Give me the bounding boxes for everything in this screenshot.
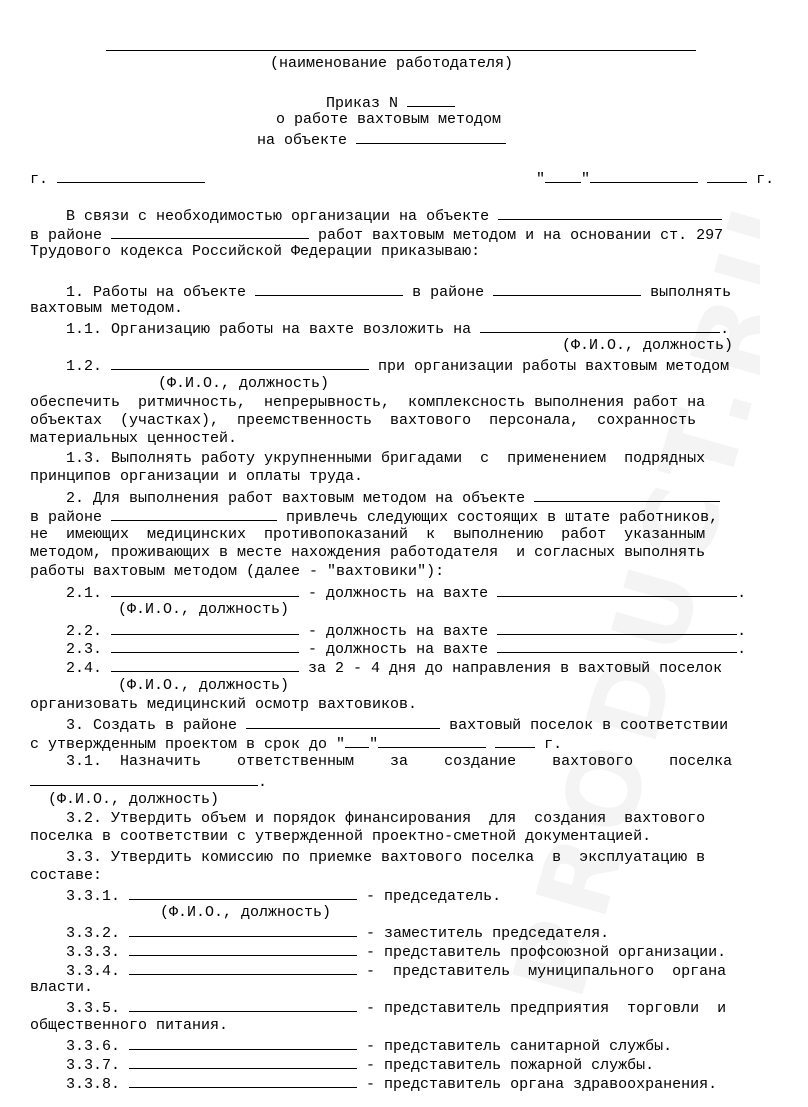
item-2-l2: в районе привлечь следующих состоящих в штате работников, [30, 509, 719, 526]
order-object: на объекте [257, 131, 506, 149]
preamble-line-3: Трудового кодекса Российской Федерации приказываю: [30, 243, 481, 260]
item-3: 3. Создать в районе вахтовый поселок в соответствии [30, 717, 729, 734]
item-1-2-l1: обеспечить ритмичность, непрерывность, комплексность выполнения работ на [30, 394, 706, 411]
item-1-2-l2: объектах (участках), преемственность вахтового персонала, сохранность [30, 412, 697, 429]
order-subject: о работе вахтовым методом [276, 111, 502, 128]
item-3-1: 3.1. Назначить ответственным за создание вахтового поселка [30, 753, 733, 770]
item-2-l4: методом, проживающих в месте нахождения работодателя и согласных выполнять [30, 544, 706, 561]
commission-member-5: 3.3.5. - представитель предприятия торговли и [30, 1000, 727, 1017]
item-1: 1. Работы на объекте в районе выполнять [30, 284, 732, 301]
item-3-1-cont: . [30, 773, 267, 791]
fio-caption: (Ф.И.О., должность) [158, 375, 330, 392]
commission-member-3: 3.3.3. - представитель профсоюзной организации. [30, 944, 727, 961]
item-2-l1: 2. Для выполнения работ вахтовым методом на объекте [30, 489, 720, 507]
item-1-3-l2: принципов организации и оплаты труда. [30, 468, 364, 485]
item-2-4: 2.4. за 2 - 4 дня до направления в вахтовый поселок [30, 660, 723, 677]
preamble-line-2: в районе работ вахтовым методом и на основании ст. 297 [30, 227, 724, 244]
item-2-1: 2.1. - должность на вахте . [30, 585, 747, 602]
fio-caption: (Ф.И.О., должность) [160, 904, 332, 921]
item-2-3: 2.3. - должность на вахте . [30, 641, 747, 658]
commission-member-4-cont: власти. [30, 979, 94, 996]
item-1-2-l3: материальных ценностей. [30, 430, 238, 447]
item-3-3-l2: составе: [30, 867, 103, 884]
date-line: " " г. [536, 171, 775, 188]
item-2-l5: работы вахтовым методом (далее - "вахтовики"): [30, 563, 445, 580]
item-2-l3: не имеющих медицинских противопоказаний к выполнению работ указанным [30, 526, 706, 543]
commission-member-4: 3.3.4. - представитель муниципального органа [30, 963, 727, 980]
commission-member-6: 3.3.6. - представитель санитарной службы. [30, 1038, 673, 1055]
item-1-2: 1.2. при организации работы вахтовым методом [30, 358, 730, 375]
order-title: Приказ N [326, 94, 455, 112]
fio-caption: (Ф.И.О., должность) [118, 601, 290, 618]
item-3-2-l2: поселка в соответствии с утвержденной проектно-сметной документацией. [30, 828, 652, 845]
item-3-cont: с утвержденным проектом в срок до " " г. [30, 736, 563, 753]
preamble-line-1: В связи с необходимостью организации на объекте [30, 207, 722, 225]
employer-name-blank [106, 38, 696, 56]
commission-member-5-cont: общественного питания. [30, 1017, 229, 1034]
item-1-cont: вахтовым методом. [30, 300, 184, 317]
fio-caption: (Ф.И.О., должность) [48, 791, 220, 808]
commission-member-7: 3.3.7. - представитель пожарной службы. [30, 1057, 655, 1074]
commission-member-2: 3.3.2. - заместитель председателя. [30, 925, 610, 942]
item-3-3-l1: 3.3. Утвердить комиссию по приемке вахтового поселка в эксплуатацию в [30, 849, 706, 866]
item-2-2: 2.2. - должность на вахте . [30, 623, 747, 640]
commission-member-1: 3.3.1. - председатель. [30, 888, 502, 905]
city-line: г. [30, 170, 205, 188]
item-3-2-l1: 3.2. Утвердить объем и порядок финансирования для создания вахтового [30, 810, 706, 827]
fio-caption: (Ф.И.О., должность) [562, 337, 734, 354]
item-1-1: 1.1. Организацию работы на вахте возложить на . [30, 321, 730, 338]
item-1-3-l1: 1.3. Выполнять работу укрупненными бригадами с применением подрядных [30, 450, 706, 467]
fio-caption: (Ф.И.О., должность) [118, 677, 290, 694]
employer-caption: (наименование работодателя) [270, 55, 514, 72]
commission-member-8: 3.3.8. - представитель органа здравоохранения. [30, 1076, 718, 1093]
item-2-4-cont: организовать медицинский осмотр вахтовиков. [30, 696, 418, 713]
